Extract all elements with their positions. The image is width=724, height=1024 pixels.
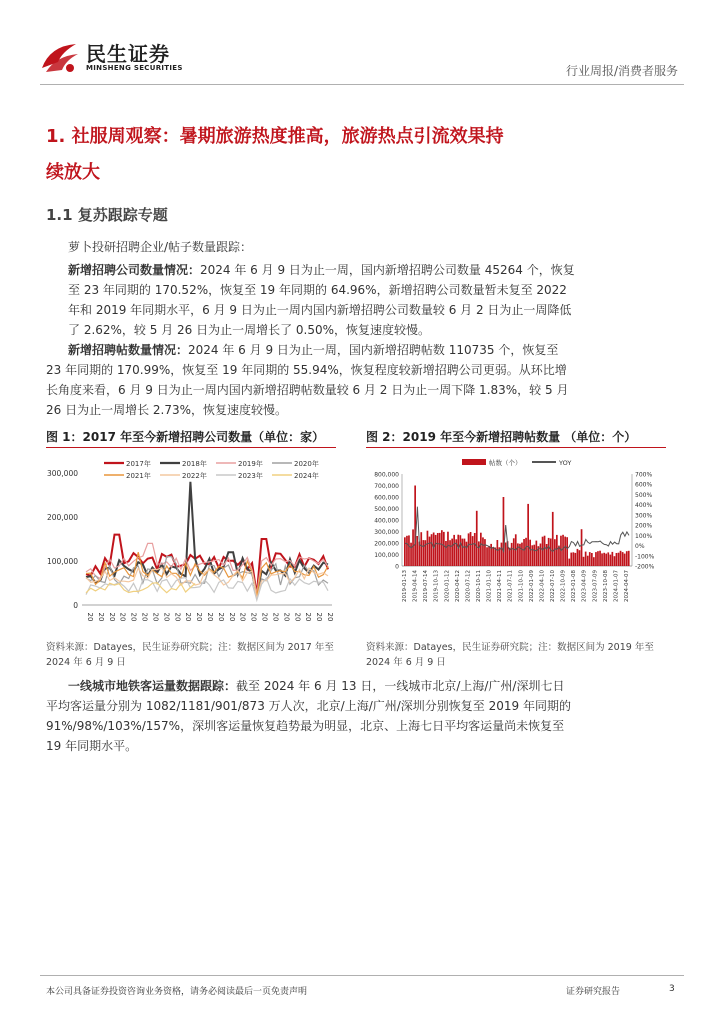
legend-label: 2021年 (126, 472, 151, 480)
bar (581, 529, 583, 566)
paragraph-posts-text: 2024 年 6 月 9 日为止一周，国内新增招聘帖数 110735 个，恢复至 23 年同期的 170.99%，恢复至 19 年同期的 55.94%，恢复程度较新增招聘公司更弱。从环比增长角度来看，6 月 9 日为止一周内国内新增招聘帖数量较 6 月 2 日为止一周下降 1.83%，较 5 月 26 日为止一周增长 2.73%，恢复速度较慢。 (46, 343, 569, 417)
y-tick-label: 400,000 (374, 517, 399, 525)
bar (591, 553, 593, 566)
y-tick-label: 700,000 (374, 483, 399, 490)
bar (585, 552, 587, 566)
bar (464, 539, 466, 566)
paragraph-metro-text: 截至 2024 年 6 月 13 日，一线城市北京/上海/广州/深圳七日平均客运量分别为 1082/1181/901/873 万人次，北京/上海/广州/深圳分别恢复至 2019 年同期的 91%/98%/103%/157%，深圳客运量恢复趋势最为明显，北京、上海七日平均客运量尚未恢复至 19 年同期水平。 (46, 679, 571, 753)
header-divider (40, 84, 684, 85)
bar (583, 557, 585, 566)
bar (624, 554, 626, 566)
x-tick-label: 2020-01-12 (444, 570, 451, 602)
bar (533, 545, 535, 566)
bar (470, 532, 472, 566)
bar (614, 556, 616, 566)
x-tick-label: 20 (315, 612, 324, 622)
bar (564, 537, 566, 566)
bar (620, 551, 622, 566)
y-tick-label: 200,000 (374, 540, 399, 548)
x-tick-label: 20 (129, 612, 138, 622)
x-tick-label: 2024-04-07 (624, 570, 630, 602)
x-tick-label: 2021-01-10 (486, 570, 493, 602)
y2-tick-label: -100% (635, 553, 655, 561)
bar (478, 541, 480, 566)
bar (443, 532, 445, 566)
x-tick-label: 20 (184, 612, 193, 622)
x-tick-label: 2019-01-13 (402, 570, 408, 602)
bar (429, 537, 431, 566)
y-tick-label: 300,000 (46, 469, 78, 478)
x-tick-label: 2020-07-12 (465, 570, 472, 602)
x-tick-label: 20 (216, 612, 225, 622)
bar (566, 537, 568, 566)
bar (423, 540, 425, 566)
bar (437, 533, 439, 566)
bar (408, 535, 410, 566)
bar (575, 553, 577, 566)
x-tick-label: 20 (195, 612, 204, 622)
paragraph-posts-lead: 新增招聘帖数量情况： (68, 343, 189, 357)
bar (626, 551, 628, 566)
bar (525, 538, 527, 566)
bar (484, 539, 486, 566)
section-heading-line1: 1. 社服周观察：暑期旅游热度推高，旅游热点引流效果持 (46, 126, 504, 147)
x-tick-label: 2019-10-13 (433, 570, 440, 602)
logo-icon (40, 40, 80, 76)
bar (414, 486, 416, 567)
bar (616, 553, 618, 566)
bar (570, 553, 572, 566)
bar (573, 552, 575, 566)
y-tick-label: 100,000 (374, 552, 399, 559)
bar (622, 552, 624, 566)
bar (433, 533, 435, 567)
bar (544, 536, 546, 566)
bar (610, 555, 612, 566)
legend-swatch (462, 459, 486, 465)
bar (587, 556, 589, 566)
x-tick-label: 20 (326, 612, 334, 622)
x-tick-label: 2021-07-11 (507, 570, 514, 602)
x-tick-label: 20 (140, 612, 149, 622)
x-tick-label: 20 (227, 612, 236, 622)
bar (529, 540, 531, 566)
paragraph-posts (46, 340, 576, 420)
y2-tick-label: 500% (635, 491, 653, 499)
bar (501, 543, 503, 566)
bar (552, 512, 554, 566)
bar (546, 544, 548, 566)
bar (554, 539, 556, 566)
figure1-rule (46, 447, 336, 448)
bar (460, 535, 462, 566)
legend-label: YOY (559, 459, 572, 467)
x-tick-label: 20 (162, 612, 171, 622)
bar (431, 534, 433, 566)
x-tick-label: 2022-04-10 (539, 570, 546, 602)
figure1-title: 图 1：2017 年至今新增招聘公司数量（单位：家） (46, 430, 325, 444)
x-tick-label: 20 (173, 612, 182, 622)
x-tick-label: 20 (271, 612, 280, 622)
x-tick-label: 2023-01-08 (571, 570, 578, 602)
legend-label: 2023年 (238, 472, 263, 480)
bar (527, 504, 529, 566)
legend-label: 2022年 (182, 472, 207, 480)
x-tick-label: 2022-01-09 (528, 570, 535, 602)
bar (453, 535, 455, 566)
footer-disclaimer: 本公司具备证券投资咨询业务资格，请务必阅读最后一页免责声明 (46, 987, 308, 997)
x-tick-label: 20 (86, 612, 94, 622)
bar (612, 552, 614, 566)
paragraph-companies (68, 260, 576, 340)
x-tick-label: 20 (249, 612, 258, 622)
figure2-source: 资料来源：Datayes，民生证券研究院；注：数据区间为 2019 年至 2024 年 6 月 9 日 (366, 642, 654, 668)
report-category: 行业周报/消费者服务 (565, 64, 678, 78)
bar (420, 532, 422, 566)
paragraph-metro-lead: 一线城市地铁客运量数据跟踪： (68, 679, 237, 693)
bar (511, 543, 513, 566)
figure1-chart (40, 455, 340, 633)
bar (427, 531, 429, 566)
legend-label: 帖数（个） (489, 459, 522, 467)
x-tick-label: 2019-07-14 (423, 570, 430, 602)
bar (568, 559, 570, 566)
bar (488, 546, 490, 566)
bar (449, 540, 451, 566)
bar (513, 538, 515, 566)
bar (462, 539, 464, 566)
legend-label: 2019年 (238, 460, 263, 468)
y2-tick-label: 400% (635, 502, 653, 510)
x-tick-label: 2021-10-10 (518, 570, 525, 602)
y2-tick-label: -200% (635, 563, 655, 571)
bar (599, 551, 601, 566)
x-tick-label: 20 (304, 612, 313, 622)
y-tick-label: 800,000 (374, 471, 399, 479)
y-tick-label: 500,000 (374, 506, 399, 513)
bar (601, 553, 603, 566)
x-tick-label: 20 (293, 612, 302, 622)
bar (531, 545, 533, 566)
bar (556, 535, 558, 566)
legend-label: 2017年 (126, 460, 151, 468)
bar (451, 539, 453, 566)
figure1-source: 资料来源：Datayes，民生证券研究院；注：数据区间为 2017 年至 2024 年 6 月 9 日 (46, 642, 334, 668)
y-tick-label: 100,000 (46, 557, 78, 566)
x-tick-label: 20 (107, 612, 116, 622)
paragraph-metro (46, 676, 576, 756)
bar (607, 552, 609, 566)
bar (447, 532, 449, 566)
y-tick-label: 600,000 (374, 494, 399, 502)
y2-tick-label: 600% (635, 481, 653, 489)
bar (435, 535, 437, 566)
page-number: 3 (669, 984, 675, 994)
x-tick-label: 20 (118, 612, 127, 622)
bar (492, 547, 494, 566)
y-tick-label: 300,000 (374, 529, 399, 536)
bar (410, 543, 412, 566)
footer-divider (40, 975, 684, 976)
bar (474, 533, 476, 566)
bar (579, 550, 581, 566)
y2-tick-label: 100% (635, 532, 653, 540)
y2-tick-label: 0% (635, 543, 645, 551)
bar (466, 542, 468, 566)
x-tick-label: 20 (151, 612, 160, 622)
bar (497, 540, 499, 566)
bar (503, 497, 505, 566)
bar (406, 536, 408, 566)
bar (593, 557, 595, 566)
bar (439, 533, 441, 566)
bar (536, 541, 538, 566)
bar (445, 541, 447, 566)
brand-name-en: MINSHENG SECURITIES (86, 64, 183, 72)
bar (416, 536, 418, 566)
x-tick-label: 20 (260, 612, 269, 622)
bar (494, 548, 496, 567)
x-tick-label: 20 (206, 612, 214, 622)
bar (482, 537, 484, 566)
y-tick-label: 200,000 (46, 513, 78, 522)
x-tick-label: 20 (96, 612, 105, 622)
bar (550, 539, 552, 567)
footer-doc-type: 证券研究报告 (566, 987, 621, 997)
figure2-rule (366, 447, 666, 448)
bar (605, 554, 607, 566)
brand-name: 民生证券 (86, 42, 170, 66)
bar (577, 549, 579, 566)
bar (521, 543, 523, 566)
y2-tick-label: 200% (635, 522, 653, 530)
x-tick-label: 2023-07-09 (592, 570, 599, 602)
bar (618, 553, 620, 566)
legend-label: 2024年 (294, 472, 319, 480)
bar (468, 533, 470, 566)
bar (589, 552, 591, 566)
bar (441, 530, 443, 566)
bar (476, 511, 478, 566)
y-tick-label: 0 (395, 563, 399, 571)
bar (562, 535, 564, 566)
bar (595, 552, 597, 566)
bar (628, 551, 630, 566)
figure2-title: 图 2：2019 年至今新增招聘帖数量 （单位：个） (366, 430, 637, 444)
bar (412, 529, 414, 566)
x-tick-label: 2023-10-08 (602, 570, 609, 602)
x-tick-label: 2019-04-14 (412, 570, 419, 602)
intro-text: 萝卜投研招聘企业/帖子数量跟踪： (68, 240, 253, 254)
section-heading-line2: 续放大 (46, 162, 100, 183)
x-tick-label: 2021-04-11 (497, 570, 504, 602)
bar (523, 539, 525, 566)
x-tick-label: 2020-10-11 (476, 570, 482, 602)
legend-label: 2018年 (182, 460, 207, 468)
bar (548, 538, 550, 566)
x-tick-label: 2022-10-09 (560, 570, 567, 602)
bar (542, 537, 544, 566)
x-tick-label: 2022-07-10 (550, 570, 556, 602)
legend-label: 2020年 (294, 460, 319, 468)
bar (480, 533, 482, 566)
bar (457, 535, 459, 566)
bar (472, 536, 474, 566)
paragraph-companies-text: 2024 年 6 月 9 日为止一周，国内新增招聘公司数量 45264 个，恢复至 23 年同期的 170.52%，恢复至 19 年同期的 64.96%，新增招聘公司数量暂未复至 2022 年和 2019 年同期水平，6 月 9 日为止一周内国内新增招聘公司数量较 6 月 2 日为止一周降低了 2.62%，较 5 月 26 日为止一周增长了 0.50%，恢复速度较慢。 (68, 263, 575, 337)
y2-tick-label: 300% (635, 512, 653, 520)
bar (540, 544, 542, 567)
bar (603, 553, 605, 566)
figure2-chart (362, 452, 672, 636)
x-tick-label: 20 (238, 612, 247, 622)
bar (505, 543, 507, 567)
bar (597, 551, 599, 566)
x-tick-label: 2024-01-07 (613, 570, 620, 602)
x-tick-label: 20 (282, 612, 291, 622)
y2-tick-label: 700% (635, 471, 653, 479)
bar (486, 547, 488, 566)
x-tick-label: 2023-04-09 (581, 570, 588, 602)
y-tick-label: 0 (73, 601, 78, 610)
x-tick-label: 2020-04-12 (454, 570, 461, 602)
subsection-heading: 1.1 复苏跟踪专题 (46, 206, 168, 224)
paragraph-companies-lead: 新增招聘公司数量情况： (68, 263, 201, 277)
bar (404, 537, 406, 566)
